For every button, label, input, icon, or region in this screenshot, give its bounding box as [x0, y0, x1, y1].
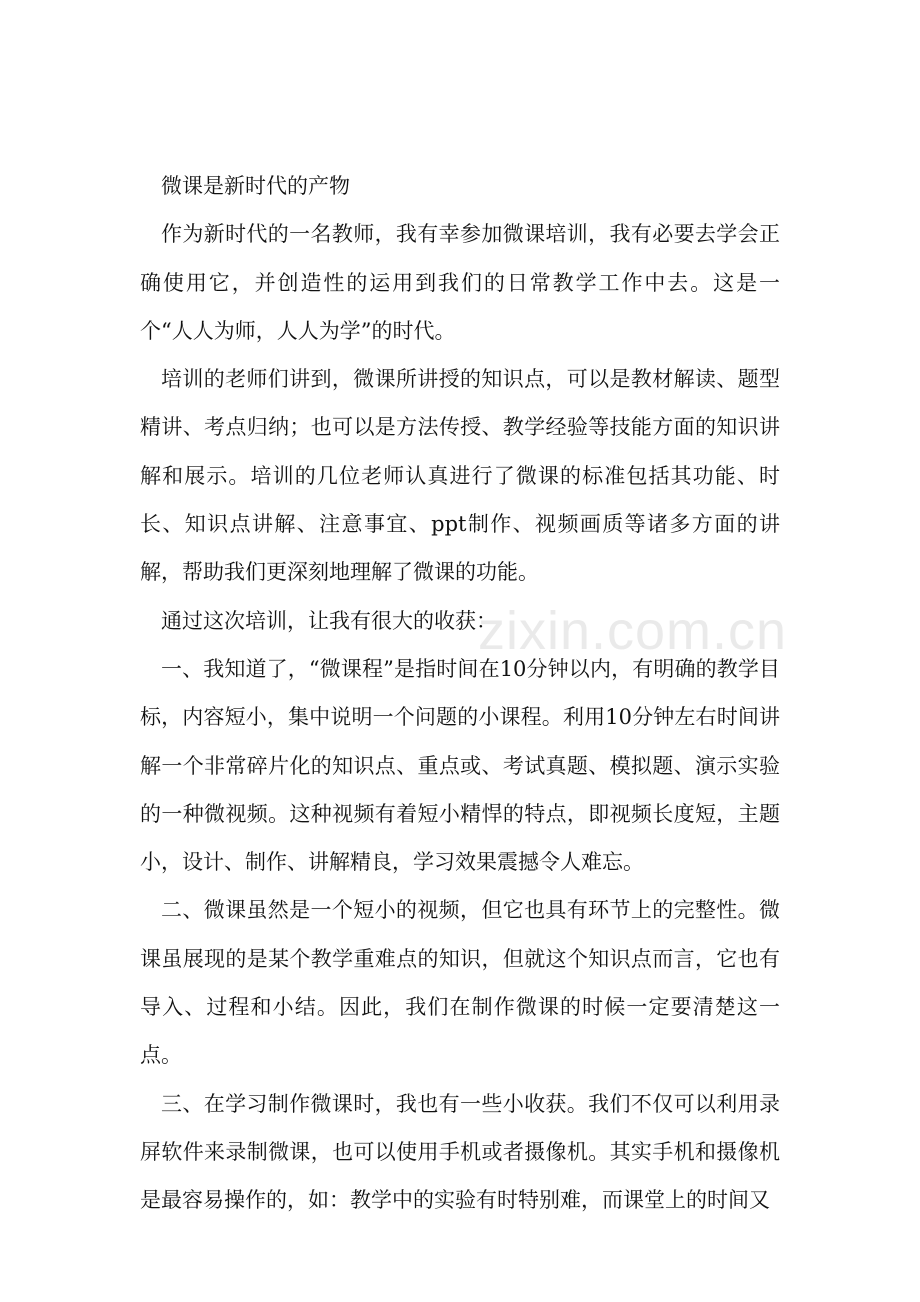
paragraph-gains-intro: 通过这次培训，让我有很大的收获： [161, 608, 497, 633]
document-body [140, 162, 780, 1225]
document-title: 微课是新时代的产物 [161, 174, 350, 198]
watermark: zixin.com.cn [478, 601, 788, 661]
paragraph-point-two: 二、微课虽然是一个短小的视频，但它也具有环节上的完整性。微课虽展现的是某个教学重难点的知识，但就这个知识点而言，它也有导入、过程和小结。因此，我们在制作微课的时候一定要清楚这一点。 [140, 898, 780, 1068]
paragraph-intro: 作为新时代的一名教师，我有幸参加微课培训，我有必要去学会正确使用它，并创造性的运用到我们的日常教学工作中去。这是一个“人人为师，人人为学”的时代。 [140, 222, 780, 343]
paragraph-point-three: 三、在学习制作微课时，我也有一些小收获。我们不仅可以利用录屏软件来录制微课，也可以使用手机或者摄像机。其实手机和摄像机是最容易操作的，如：教学中的实验有时特别难，而课堂上的时间又 [140, 1091, 780, 1213]
paragraph-point-one: 一、我知道了，“微课程”是指时间在10分钟以内，有明确的教学目标，内容短小，集中说明一个问题的小课程。利用10分钟左右时间讲解一个非常碎片化的知识点、重点或、考试真题、模拟题、演示实验的一种微视频。这种视频有着短小精悍的特点，即视频长度短，主题小，设计、制作、讲解精良，学习效果震撼令人难忘。 [140, 656, 780, 875]
paragraph-training-content: 培训的老师们讲到，微课所讲授的知识点，可以是教材解读、题型精讲、考点归纳；也可以是方法传授、教学经验等技能方面的知识讲解和展示。培训的几位老师认真进行了微课的标准包括其功能、时长、知识点讲解、注意事宜、ppt制作、视频画质等诸多方面的讲解，帮助我们更深刻地理解了微课的功能。 [140, 367, 780, 585]
